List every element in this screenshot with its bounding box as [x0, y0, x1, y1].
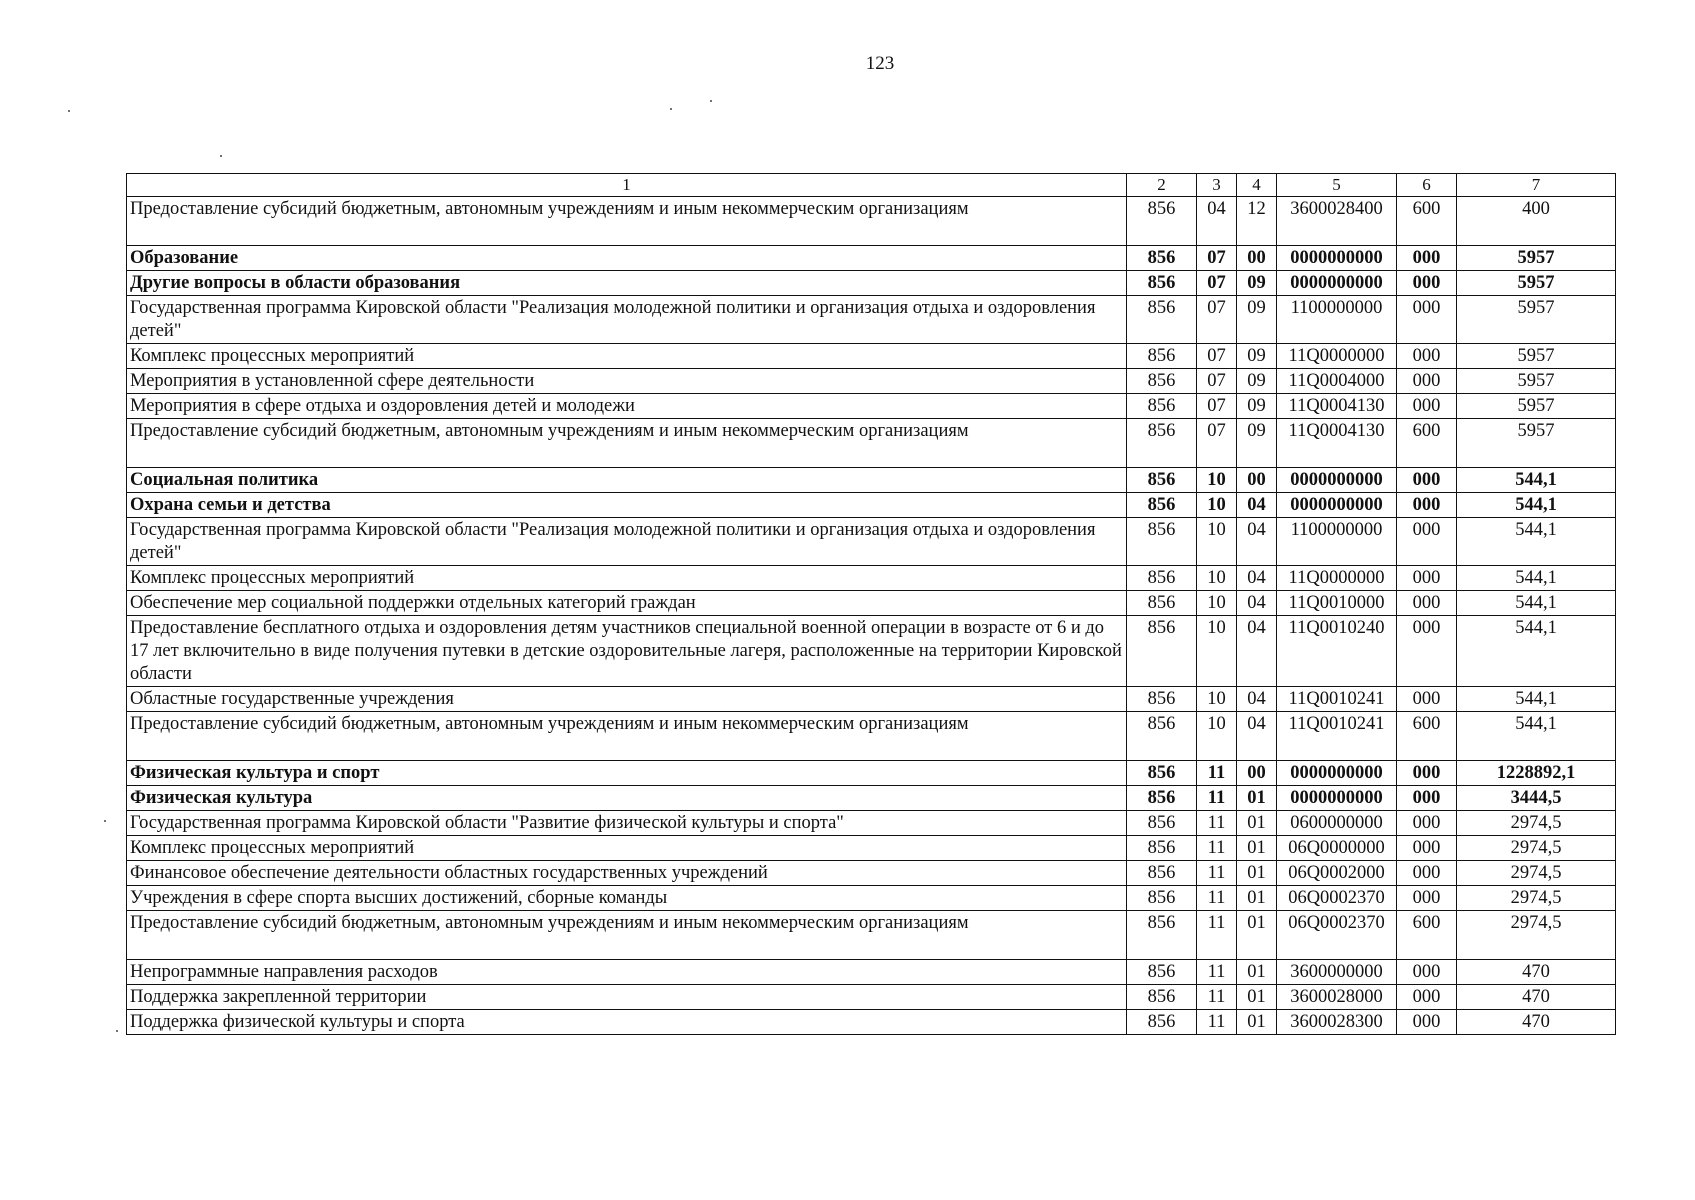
row-name-cell: Учреждения в сфере спорта высших достижений, сборные команды: [127, 886, 1127, 911]
row-amount-cell: 544,1: [1457, 687, 1616, 712]
header-cell-2: 2: [1127, 174, 1197, 197]
row-target-item-cell: 3600028400: [1277, 197, 1397, 246]
row-name-cell: Комплекс процессных мероприятий: [127, 344, 1127, 369]
table-row: [127, 886, 1616, 911]
row-expense-type-cell: 000: [1397, 493, 1457, 518]
row-code-cell: 856: [1127, 786, 1197, 811]
row-amount-cell: 2974,5: [1457, 911, 1616, 960]
row-name-cell: Образование: [127, 246, 1127, 271]
row-code-cell: 856: [1127, 296, 1197, 344]
table-row: [127, 712, 1616, 761]
row-amount-cell: 2974,5: [1457, 811, 1616, 836]
row-code-cell: 856: [1127, 712, 1197, 761]
row-expense-type-cell: 000: [1397, 836, 1457, 861]
row-code-cell: 856: [1127, 886, 1197, 911]
row-code-cell: 856: [1127, 246, 1197, 271]
row-amount-cell: 544,1: [1457, 616, 1616, 687]
table-row: [127, 394, 1616, 419]
row-expense-type-cell: 000: [1397, 518, 1457, 566]
row-code-cell: 856: [1127, 616, 1197, 687]
row-subsection-cell: 01: [1237, 811, 1277, 836]
row-subsection-cell: 04: [1237, 566, 1277, 591]
row-subsection-cell: 01: [1237, 786, 1277, 811]
header-cell-3: 3: [1197, 174, 1237, 197]
row-expense-type-cell: 000: [1397, 985, 1457, 1010]
row-expense-type-cell: 000: [1397, 886, 1457, 911]
row-code-cell: 856: [1127, 493, 1197, 518]
row-subsection-cell: 09: [1237, 271, 1277, 296]
row-section-cell: 10: [1197, 712, 1237, 761]
row-section-cell: 10: [1197, 468, 1237, 493]
row-name-cell: Комплекс процессных мероприятий: [127, 566, 1127, 591]
table-row: [127, 518, 1616, 566]
row-name-cell: Поддержка закрепленной территории: [127, 985, 1127, 1010]
row-target-item-cell: 11Q0010240: [1277, 616, 1397, 687]
row-section-cell: 11: [1197, 886, 1237, 911]
row-code-cell: 856: [1127, 344, 1197, 369]
row-amount-cell: 5957: [1457, 369, 1616, 394]
row-subsection-cell: 09: [1237, 369, 1277, 394]
table-row: [127, 296, 1616, 344]
table-row: [127, 566, 1616, 591]
row-code-cell: 856: [1127, 836, 1197, 861]
scan-speck: [220, 155, 222, 157]
row-code-cell: 856: [1127, 861, 1197, 886]
row-name-cell: Предоставление субсидий бюджетным, автономным учреждениям и иным некоммерческим организациям: [127, 197, 1127, 246]
row-amount-cell: 2974,5: [1457, 836, 1616, 861]
row-name-cell: Другие вопросы в области образования: [127, 271, 1127, 296]
row-code-cell: 856: [1127, 985, 1197, 1010]
row-name-cell: Предоставление субсидий бюджетным, автономным учреждениям и иным некоммерческим организациям: [127, 911, 1127, 960]
table-row: [127, 197, 1616, 246]
header-cell-5: 5: [1277, 174, 1397, 197]
row-subsection-cell: 01: [1237, 1010, 1277, 1035]
row-name-cell: Мероприятия в установленной сфере деятельности: [127, 369, 1127, 394]
row-expense-type-cell: 000: [1397, 960, 1457, 985]
row-expense-type-cell: 000: [1397, 687, 1457, 712]
row-subsection-cell: 09: [1237, 419, 1277, 468]
row-target-item-cell: 3600000000: [1277, 960, 1397, 985]
table-row: [127, 836, 1616, 861]
row-code-cell: 856: [1127, 518, 1197, 566]
row-code-cell: 856: [1127, 197, 1197, 246]
row-name-cell: Государственная программа Кировской области "Реализация молодежной политики и организация отдыха и оздоровления детей": [127, 296, 1127, 344]
row-name-cell: Социальная политика: [127, 468, 1127, 493]
table-row: [127, 811, 1616, 836]
row-section-cell: 11: [1197, 911, 1237, 960]
row-name-cell: Предоставление субсидий бюджетным, автономным учреждениям и иным некоммерческим организациям: [127, 712, 1127, 761]
row-target-item-cell: 11Q0004130: [1277, 394, 1397, 419]
row-section-cell: 10: [1197, 566, 1237, 591]
row-name-cell: Комплекс процессных мероприятий: [127, 836, 1127, 861]
row-section-cell: 07: [1197, 296, 1237, 344]
table-row: [127, 271, 1616, 296]
table-row: [127, 246, 1616, 271]
row-amount-cell: 400: [1457, 197, 1616, 246]
row-section-cell: 11: [1197, 985, 1237, 1010]
row-code-cell: 856: [1127, 419, 1197, 468]
row-expense-type-cell: 000: [1397, 468, 1457, 493]
table-row: [127, 687, 1616, 712]
row-subsection-cell: 00: [1237, 246, 1277, 271]
row-subsection-cell: 04: [1237, 712, 1277, 761]
row-target-item-cell: 06Q0002370: [1277, 886, 1397, 911]
row-expense-type-cell: 000: [1397, 591, 1457, 616]
row-target-item-cell: 11Q0004000: [1277, 369, 1397, 394]
row-name-cell: Мероприятия в сфере отдыха и оздоровления детей и молодежи: [127, 394, 1127, 419]
row-subsection-cell: 12: [1237, 197, 1277, 246]
row-amount-cell: 5957: [1457, 271, 1616, 296]
page-number: 123: [865, 53, 895, 74]
budget-table: [126, 173, 1616, 1035]
row-target-item-cell: 0000000000: [1277, 786, 1397, 811]
row-target-item-cell: 0000000000: [1277, 468, 1397, 493]
row-expense-type-cell: 000: [1397, 861, 1457, 886]
row-section-cell: 11: [1197, 786, 1237, 811]
row-target-item-cell: 06Q0002370: [1277, 911, 1397, 960]
scan-speck: [116, 1030, 118, 1032]
row-subsection-cell: 09: [1237, 296, 1277, 344]
table-row: [127, 786, 1616, 811]
row-name-cell: Финансовое обеспечение деятельности областных государственных учреждений: [127, 861, 1127, 886]
table-row: [127, 369, 1616, 394]
row-section-cell: 10: [1197, 493, 1237, 518]
row-code-cell: 856: [1127, 394, 1197, 419]
row-subsection-cell: 04: [1237, 591, 1277, 616]
row-expense-type-cell: 000: [1397, 271, 1457, 296]
row-target-item-cell: 11Q0010241: [1277, 687, 1397, 712]
row-target-item-cell: 11Q0010241: [1277, 712, 1397, 761]
row-amount-cell: 5957: [1457, 419, 1616, 468]
row-section-cell: 10: [1197, 616, 1237, 687]
row-code-cell: 856: [1127, 960, 1197, 985]
row-target-item-cell: 0600000000: [1277, 811, 1397, 836]
header-cell-1: 1: [127, 174, 1127, 197]
row-expense-type-cell: 000: [1397, 369, 1457, 394]
row-name-cell: Областные государственные учреждения: [127, 687, 1127, 712]
row-subsection-cell: 04: [1237, 518, 1277, 566]
row-amount-cell: 5957: [1457, 394, 1616, 419]
row-amount-cell: 2974,5: [1457, 886, 1616, 911]
row-amount-cell: 3444,5: [1457, 786, 1616, 811]
row-name-cell: Физическая культура: [127, 786, 1127, 811]
table-row: [127, 468, 1616, 493]
row-amount-cell: 5957: [1457, 296, 1616, 344]
row-subsection-cell: 01: [1237, 960, 1277, 985]
row-subsection-cell: 09: [1237, 344, 1277, 369]
row-expense-type-cell: 000: [1397, 296, 1457, 344]
row-section-cell: 11: [1197, 1010, 1237, 1035]
scan-speck: [670, 108, 672, 110]
row-subsection-cell: 09: [1237, 394, 1277, 419]
table-row: [127, 985, 1616, 1010]
row-section-cell: 10: [1197, 687, 1237, 712]
row-target-item-cell: 11Q0004130: [1277, 419, 1397, 468]
row-target-item-cell: 0000000000: [1277, 761, 1397, 786]
row-amount-cell: 544,1: [1457, 712, 1616, 761]
row-name-cell: Непрограммные направления расходов: [127, 960, 1127, 985]
row-amount-cell: 544,1: [1457, 468, 1616, 493]
row-expense-type-cell: 000: [1397, 566, 1457, 591]
row-target-item-cell: 11Q0000000: [1277, 566, 1397, 591]
row-code-cell: 856: [1127, 911, 1197, 960]
table-row: [127, 419, 1616, 468]
row-name-cell: Государственная программа Кировской области "Развитие физической культуры и спорта": [127, 811, 1127, 836]
row-target-item-cell: 0000000000: [1277, 271, 1397, 296]
row-amount-cell: 5957: [1457, 246, 1616, 271]
row-subsection-cell: 01: [1237, 985, 1277, 1010]
row-section-cell: 07: [1197, 369, 1237, 394]
scan-speck: [68, 110, 70, 112]
row-amount-cell: 1228892,1: [1457, 761, 1616, 786]
row-amount-cell: 470: [1457, 1010, 1616, 1035]
row-code-cell: 856: [1127, 271, 1197, 296]
row-section-cell: 07: [1197, 271, 1237, 296]
row-amount-cell: 544,1: [1457, 493, 1616, 518]
row-amount-cell: 544,1: [1457, 591, 1616, 616]
row-code-cell: 856: [1127, 591, 1197, 616]
table-row: [127, 911, 1616, 960]
header-cell-4: 4: [1237, 174, 1277, 197]
row-section-cell: 11: [1197, 861, 1237, 886]
row-expense-type-cell: 600: [1397, 712, 1457, 761]
row-subsection-cell: 04: [1237, 493, 1277, 518]
row-name-cell: Физическая культура и спорт: [127, 761, 1127, 786]
row-subsection-cell: 04: [1237, 616, 1277, 687]
row-code-cell: 856: [1127, 566, 1197, 591]
row-name-cell: Обеспечение мер социальной поддержки отдельных категорий граждан: [127, 591, 1127, 616]
scan-speck: [104, 820, 106, 822]
row-code-cell: 856: [1127, 468, 1197, 493]
row-target-item-cell: 11Q0010000: [1277, 591, 1397, 616]
table-row: [127, 861, 1616, 886]
row-section-cell: 04: [1197, 197, 1237, 246]
row-subsection-cell: 01: [1237, 886, 1277, 911]
row-section-cell: 11: [1197, 811, 1237, 836]
row-code-cell: 856: [1127, 761, 1197, 786]
row-target-item-cell: 3600028300: [1277, 1010, 1397, 1035]
row-amount-cell: 470: [1457, 985, 1616, 1010]
row-expense-type-cell: 000: [1397, 394, 1457, 419]
row-target-item-cell: 1100000000: [1277, 518, 1397, 566]
row-expense-type-cell: 000: [1397, 616, 1457, 687]
row-section-cell: 10: [1197, 591, 1237, 616]
row-target-item-cell: 11Q0000000: [1277, 344, 1397, 369]
row-section-cell: 07: [1197, 344, 1237, 369]
row-name-cell: Поддержка физической культуры и спорта: [127, 1010, 1127, 1035]
header-row: [127, 174, 1616, 197]
row-expense-type-cell: 000: [1397, 761, 1457, 786]
row-expense-type-cell: 600: [1397, 419, 1457, 468]
row-section-cell: 11: [1197, 836, 1237, 861]
table-row: [127, 344, 1616, 369]
row-code-cell: 856: [1127, 369, 1197, 394]
row-section-cell: 10: [1197, 518, 1237, 566]
row-target-item-cell: 3600028000: [1277, 985, 1397, 1010]
row-subsection-cell: 04: [1237, 687, 1277, 712]
row-target-item-cell: 06Q0002000: [1277, 861, 1397, 886]
row-section-cell: 07: [1197, 394, 1237, 419]
row-amount-cell: 470: [1457, 960, 1616, 985]
row-target-item-cell: 0000000000: [1277, 246, 1397, 271]
row-code-cell: 856: [1127, 1010, 1197, 1035]
row-section-cell: 11: [1197, 761, 1237, 786]
row-target-item-cell: 0000000000: [1277, 493, 1397, 518]
table-row: [127, 493, 1616, 518]
row-expense-type-cell: 000: [1397, 344, 1457, 369]
row-subsection-cell: 01: [1237, 836, 1277, 861]
row-amount-cell: 5957: [1457, 344, 1616, 369]
scan-speck: [710, 100, 712, 102]
row-subsection-cell: 01: [1237, 861, 1277, 886]
row-expense-type-cell: 000: [1397, 246, 1457, 271]
table-row: [127, 591, 1616, 616]
row-code-cell: 856: [1127, 811, 1197, 836]
row-expense-type-cell: 000: [1397, 1010, 1457, 1035]
row-section-cell: 07: [1197, 246, 1237, 271]
row-name-cell: Государственная программа Кировской области "Реализация молодежной политики и организация отдыха и оздоровления детей": [127, 518, 1127, 566]
row-amount-cell: 2974,5: [1457, 861, 1616, 886]
row-section-cell: 07: [1197, 419, 1237, 468]
row-target-item-cell: 1100000000: [1277, 296, 1397, 344]
table-row: [127, 616, 1616, 687]
header-cell-6: 6: [1397, 174, 1457, 197]
row-name-cell: Предоставление бесплатного отдыха и оздоровления детям участников специальной военной операции в возрасте от 6 и до 17 лет включительно в виде получения путевки в детские оздоровительные лагеря, расположенные на территории Кировской области: [127, 616, 1127, 687]
header-cell-7: 7: [1457, 174, 1616, 197]
row-section-cell: 11: [1197, 960, 1237, 985]
row-expense-type-cell: 000: [1397, 811, 1457, 836]
table-row: [127, 1010, 1616, 1035]
row-expense-type-cell: 600: [1397, 197, 1457, 246]
row-name-cell: Предоставление субсидий бюджетным, автономным учреждениям и иным некоммерческим организациям: [127, 419, 1127, 468]
row-target-item-cell: 06Q0000000: [1277, 836, 1397, 861]
row-expense-type-cell: 600: [1397, 911, 1457, 960]
row-expense-type-cell: 000: [1397, 786, 1457, 811]
row-amount-cell: 544,1: [1457, 518, 1616, 566]
table-row: [127, 761, 1616, 786]
row-subsection-cell: 00: [1237, 468, 1277, 493]
table-row: [127, 960, 1616, 985]
row-amount-cell: 544,1: [1457, 566, 1616, 591]
row-subsection-cell: 01: [1237, 911, 1277, 960]
row-subsection-cell: 00: [1237, 761, 1277, 786]
row-name-cell: Охрана семьи и детства: [127, 493, 1127, 518]
row-code-cell: 856: [1127, 687, 1197, 712]
